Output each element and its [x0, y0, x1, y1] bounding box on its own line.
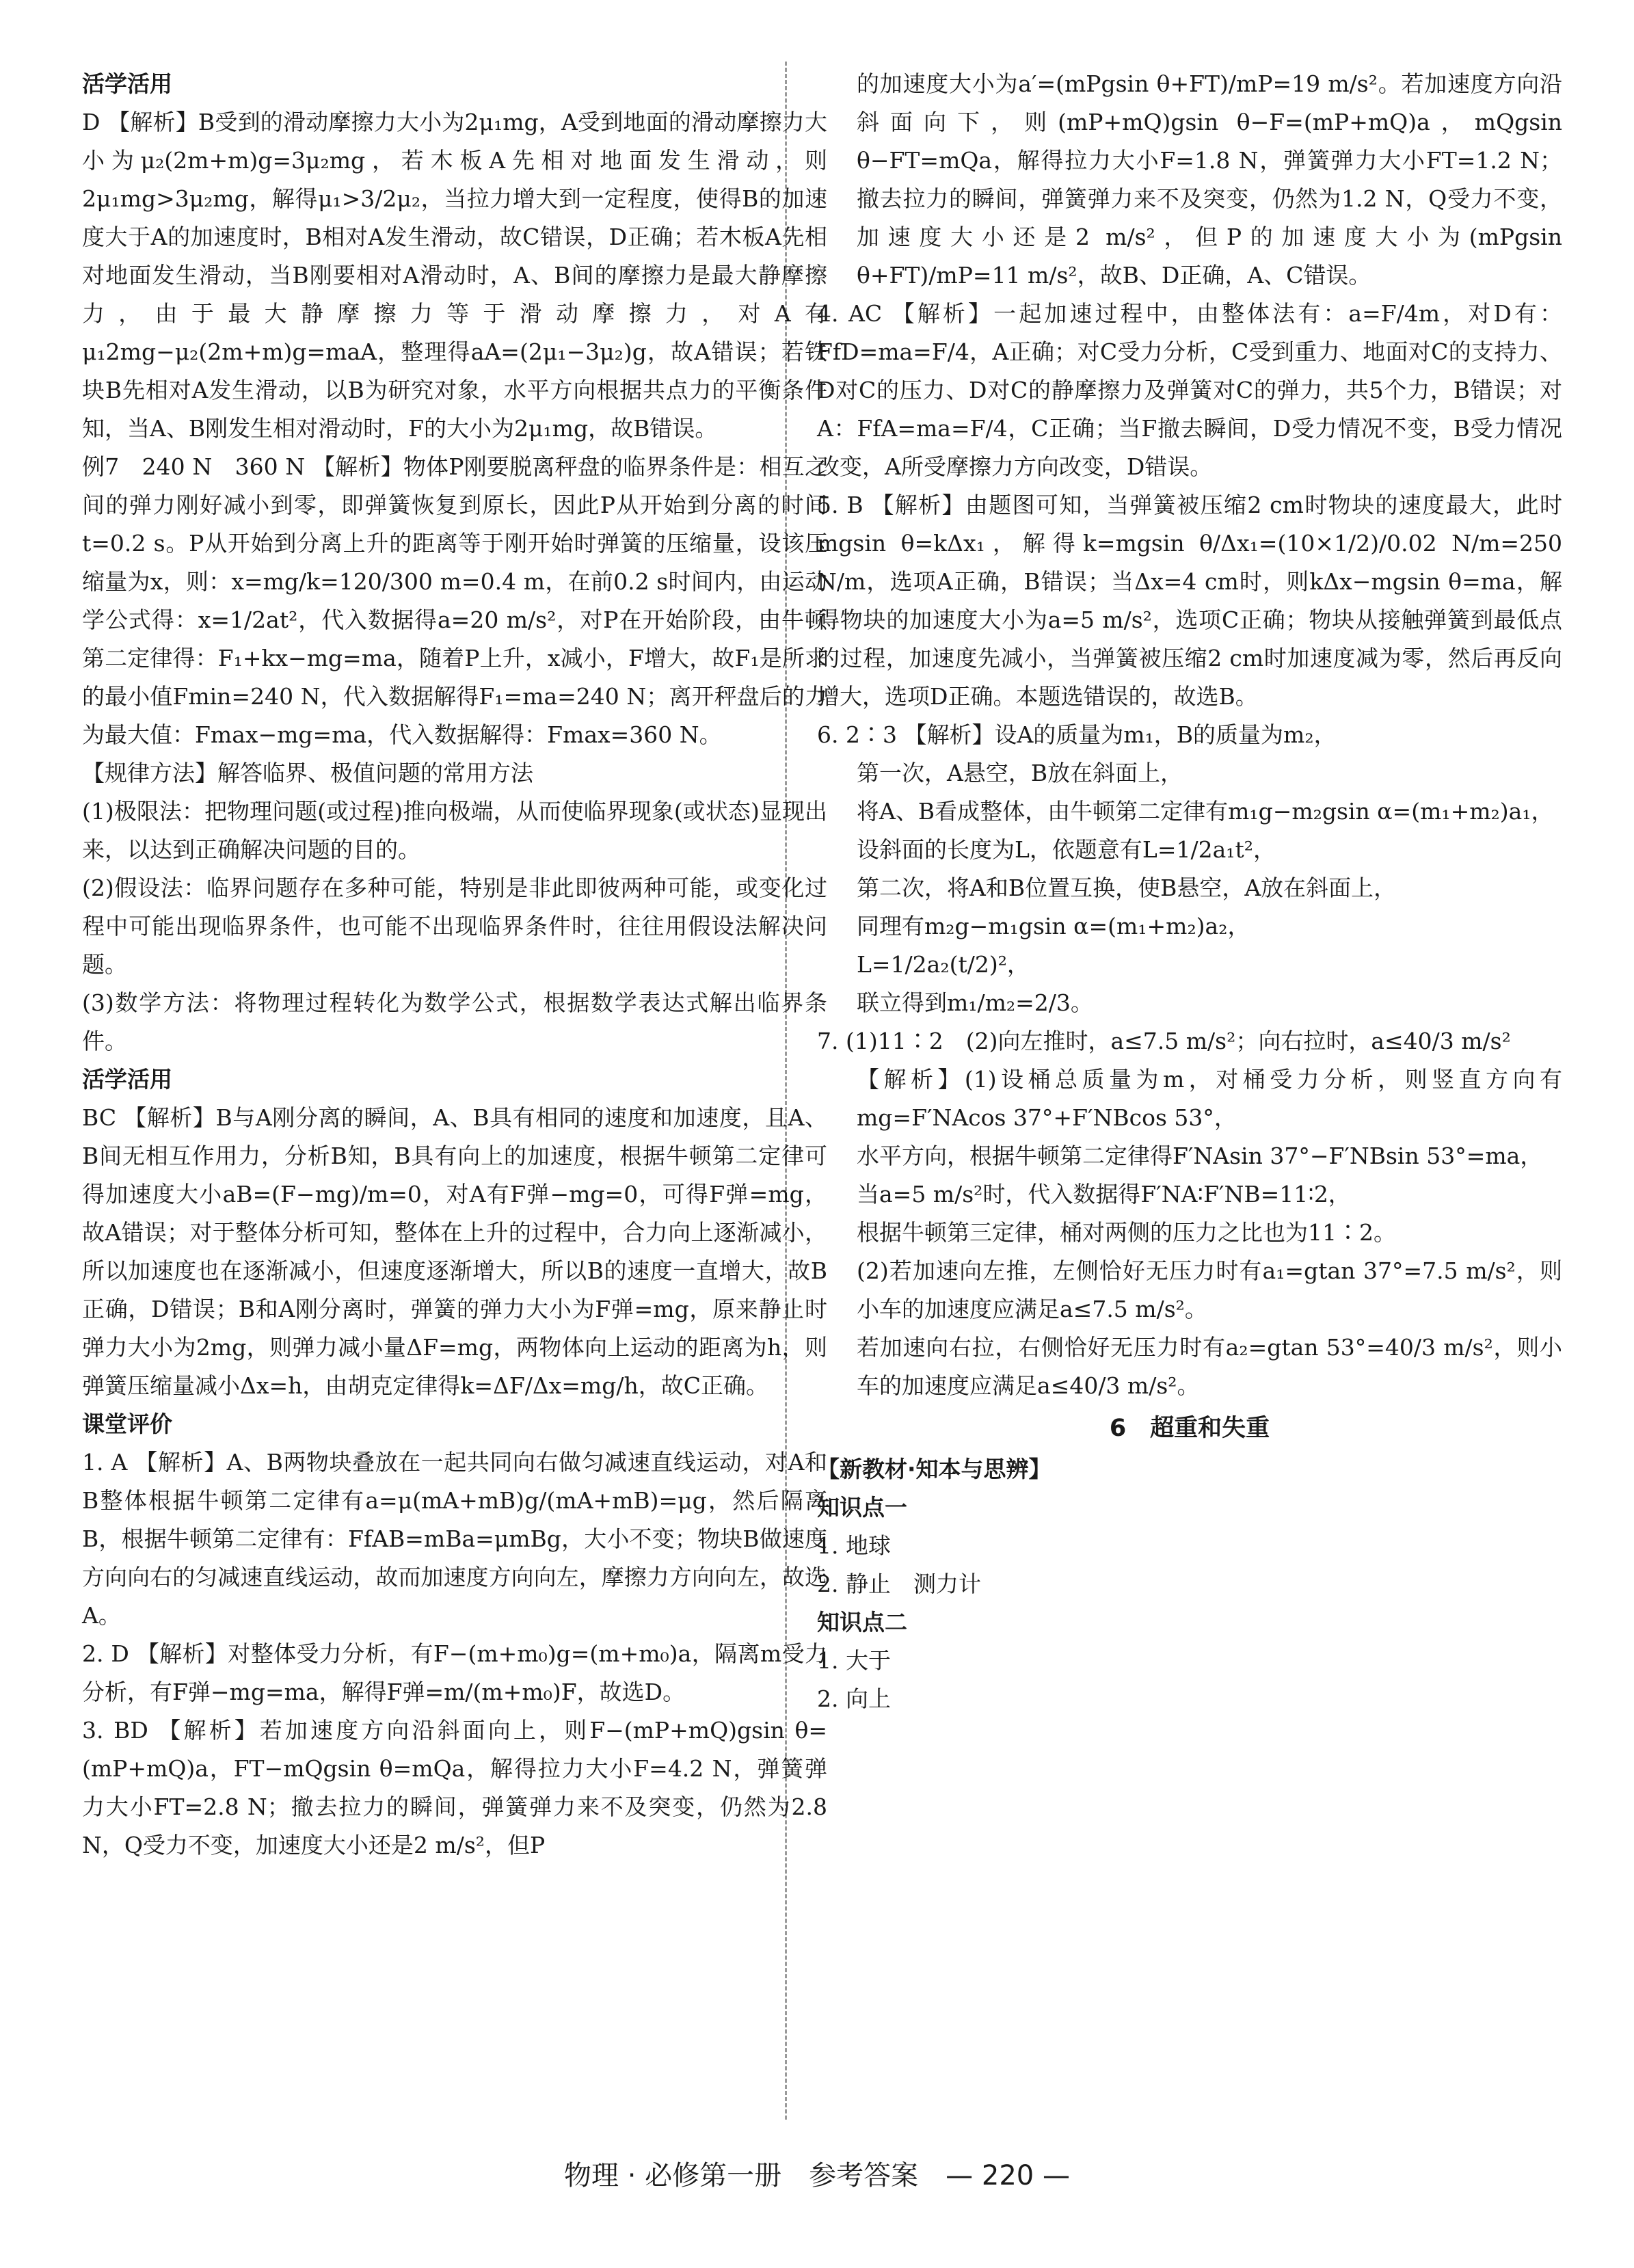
answer-item: 1. 大于 — [817, 1647, 891, 1674]
answer-item: 6. 2∶3 【解析】设A的质量为m₁，B的质量为m₂， — [817, 721, 1337, 748]
answer-item: 2. D 【解析】对整体受力分析，有F−(m+m₀)g=(m+m₀)a，隔离m受力分析，有F弹−mg=ma，解得F弹=m/(m+m₀)F，故选D。 — [82, 1640, 827, 1705]
section-heading: 知识点二 — [817, 1609, 907, 1636]
answer-item: 7. (1)11∶2 (2)向左推时，a≤7.5 m/s²；向右拉时，a≤40/3 m/s² — [817, 1028, 1511, 1054]
page-footer: 物理 · 必修第一册 参考答案 — 220 — — [564, 2160, 1070, 2191]
answer-continuation: 第二次，将A和B位置互换，使B悬空，A放在斜面上， — [857, 875, 1397, 901]
section-heading: 活学活用 — [82, 1066, 172, 1093]
section-heading: 课堂评价 — [82, 1411, 172, 1437]
paragraph: 【规律方法】解答临界、极值问题的常用方法 — [82, 760, 533, 786]
answer-item: 1. A 【解析】A、B两物块叠放在一起共同向右做匀减速直线运动，对A和B整体根据牛顿第二定律有a=μ(mA+mB)g/(mA+mB)=μg，然后隔离B，根据牛顿第二定律有：FfAB=mBa=μmBg，大小不变；物块B做速度方向向右的匀减速直线运动，故而加速度方向向左，摩擦力方向向左，故选A。 — [82, 1449, 827, 1629]
answer-continuation: 若加速向右拉，右侧恰好无压力时有a₂=gtan 53°=40/3 m/s²，则小车的加速度应满足a≤40/3 m/s²。 — [857, 1334, 1562, 1399]
section-heading: 【新教材·知本与思辨】 — [817, 1456, 1052, 1482]
answer-continuation: 的加速度大小为a′=(mPgsin θ+FT)/mP=19 m/s²。若加速度方向沿斜面向下，则(mP+mQ)gsin θ−F=(mP+mQ)a，mQgsin θ−FT=mQa，解得拉力大小F=1.8 N，弹簧弹力大小FT=1.2 N；撤去拉力的瞬间，弹簧弹力来不及突变，仍然为1.2 N，Q受力不变，加速度大小还是2 m/s²，但P的加速度大小为(mPgsin θ+FT)/mP=11 m/s²，故B、D正确，A、C错误。 — [857, 70, 1562, 289]
answer-continuation: 水平方向，根据牛顿第二定律得F′NAsin 37°−F′NBsin 53°=ma， — [857, 1143, 1543, 1169]
left-column — [82, 65, 827, 1865]
answer-continuation: 同理有m₂g−m₁gsin α=(m₁+m₂)a₂， — [857, 913, 1250, 939]
answer-continuation: 第一次，A悬空，B放在斜面上， — [857, 760, 1183, 786]
paragraph: (1)极限法：把物理问题(或过程)推向极端，从而使临界现象(或状态)显现出来，以达到正确解决问题的目的。 — [82, 798, 827, 863]
paragraph: 例7 240 N 360 N 【解析】物体P刚要脱离秤盘的临界条件是：相互之间的弹力刚好减小到零，即弹簧恢复到原长，因此P从开始到分离的时间t=0.2 s。P从开始到分离上升的距离等于刚开始时弹簧的压缩量，设该压缩量为x，则：x=mg/k=120/300 m=0.4 m，在前0.2 s时间内，由运动学公式得：x=1/2at²，代入数据得a=20 m/s²，对P在开始阶段，由牛顿第二定律得：F₁+kx−mg=ma，随着P上升，x减小，F增大，故F₁是所求的最小值Fmin=240 N，代入数据解得F₁=ma=240 N；离开秤盘后的力为最大值：Fmax−mg=ma，代入数据解得：Fmax=360 N。 — [82, 453, 827, 748]
chapter-title: 6 超重和失重 — [1109, 1415, 1270, 1442]
answer-item: 2. 静止 测力计 — [817, 1571, 981, 1597]
answer-continuation: 设斜面的长度为L，依题意有L=1/2a₁t²， — [857, 836, 1276, 863]
answer-continuation: 将A、B看成整体，由牛顿第二定律有m₁g−m₂gsin α=(m₁+m₂)a₁， — [857, 798, 1554, 825]
answer-continuation: 【解析】(1)设桶总质量为m，对桶受力分析，则竖直方向有mg=F′NAcos 37°+F′NBcos 53°， — [857, 1066, 1562, 1131]
answer-item: 1. 地球 — [817, 1532, 891, 1559]
answer-item: 3. BD 【解析】若加速度方向沿斜面向上，则F−(mP+mQ)gsin θ=(mP+mQ)a，FT−mQgsin θ=mQa，解得拉力大小F=4.2 N，弹簧弹力大小FT=2.8 N；撤去拉力的瞬间，弹簧弹力来不及突变，仍然为2.8 N，Q受力不变，加速度大小还是2 m/s²，但P — [82, 1717, 827, 1858]
paragraph: (2)假设法：临界问题存在多种可能，特别是非此即彼两种可能，或变化过程中可能出现临界条件，也可能不出现临界条件时，往往用假设法解决问题。 — [82, 875, 827, 978]
answer-continuation: 根据牛顿第三定律，桶对两侧的压力之比也为11∶2。 — [857, 1219, 1396, 1246]
answer-continuation: 联立得到m₁/m₂=2/3。 — [857, 989, 1093, 1016]
right-column — [817, 65, 1562, 1718]
paragraph: (3)数学方法：将物理过程转化为数学公式，根据数学表达式解出临界条件。 — [82, 989, 827, 1054]
section-heading: 知识点一 — [817, 1494, 907, 1521]
answer-item: 4. AC 【解析】一起加速过程中，由整体法有：a=F/4m，对D有：FfD=ma=F/4，A正确；对C受力分析，C受到重力、地面对C的支持力、D对C的压力、D对C的静摩擦力及弹簧对C的弹力，共5个力，B错误；对A：FfA=ma=F/4，C正确；当F撤去瞬间，D受力情况不变，B受力情况改变，A所受摩擦力方向改变，D错误。 — [817, 300, 1562, 480]
answer-continuation: (2)若加速向左推，左侧恰好无压力时有a₁=gtan 37°=7.5 m/s²，则小车的加速度应满足a≤7.5 m/s²。 — [857, 1257, 1562, 1322]
answer-item: 5. B 【解析】由题图可知，当弹簧被压缩2 cm时物块的速度最大，此时mgsin θ=kΔx₁，解得k=mgsin θ/Δx₁=(10×1/2)/0.02 N/m=250 N/m，选项A正确，B错误；当Δx=4 cm时，则kΔx−mgsin θ=ma，解得物块的加速度大小为a=5 m/s²，选项C正确；物块从接触弹簧到最低点的过程，加速度先减小，当弹簧被压缩2 cm时加速度减为零，然后再反向增大，选项D正确。本题选错误的，故选B。 — [817, 492, 1562, 710]
answer-continuation: 当a=5 m/s²时，代入数据得F′NA∶F′NB=11∶2， — [857, 1181, 1351, 1208]
paragraph: BC 【解析】B与A刚分离的瞬间，A、B具有相同的速度和加速度，且A、B间无相互作用力，分析B知，B具有向上的加速度，根据牛顿第二定律可得加速度大小aB=(F−mg)/m=0，对A有F弹−mg=0，可得F弹=mg，故A错误；对于整体分析可知，整体在上升的过程中，合力向上逐渐减小，所以加速度也在逐渐减小，但速度逐渐增大，所以B的速度一直增大，故B正确，D错误；B和A刚分离时，弹簧的弹力大小为F弹=mg，原来静止时弹力大小为2mg，则弹力减小量ΔF=mg，两物体向上运动的距离为h，则弹簧压缩量减小Δx=h，由胡克定律得k=ΔF/Δx=mg/h，故C正确。 — [82, 1104, 827, 1399]
paragraph: D 【解析】B受到的滑动摩擦力大小为2μ₁mg，A受到地面的滑动摩擦力大小为μ₂(2m+m)g=3μ₂mg，若木板A先相对地面发生滑动，则2μ₁mg>3μ₂mg，解得μ₁>3/2μ₂，当拉力增大到一定程度，使得B的加速度大于A的加速度时，B相对A发生滑动，故C错误，D正确；若木板A先相对地面发生滑动，当B刚要相对A滑动时，A、B间的摩擦力是最大静摩擦力，由于最大静摩擦力等于滑动摩擦力，对A有μ₁2mg−μ₂(2m+m)g=maA，整理得aA=(2μ₁−3μ₂)g，故A错误；若铁块B先相对A发生滑动，以B为研究对象，水平方向根据共点力的平衡条件知，当A、B刚发生相对滑动时，F的大小为2μ₁mg，故B错误。 — [82, 109, 827, 442]
answer-continuation: L=1/2a₂(t/2)²， — [857, 951, 1030, 978]
section-heading: 活学活用 — [82, 70, 172, 97]
answer-item: 2. 向上 — [817, 1685, 891, 1712]
